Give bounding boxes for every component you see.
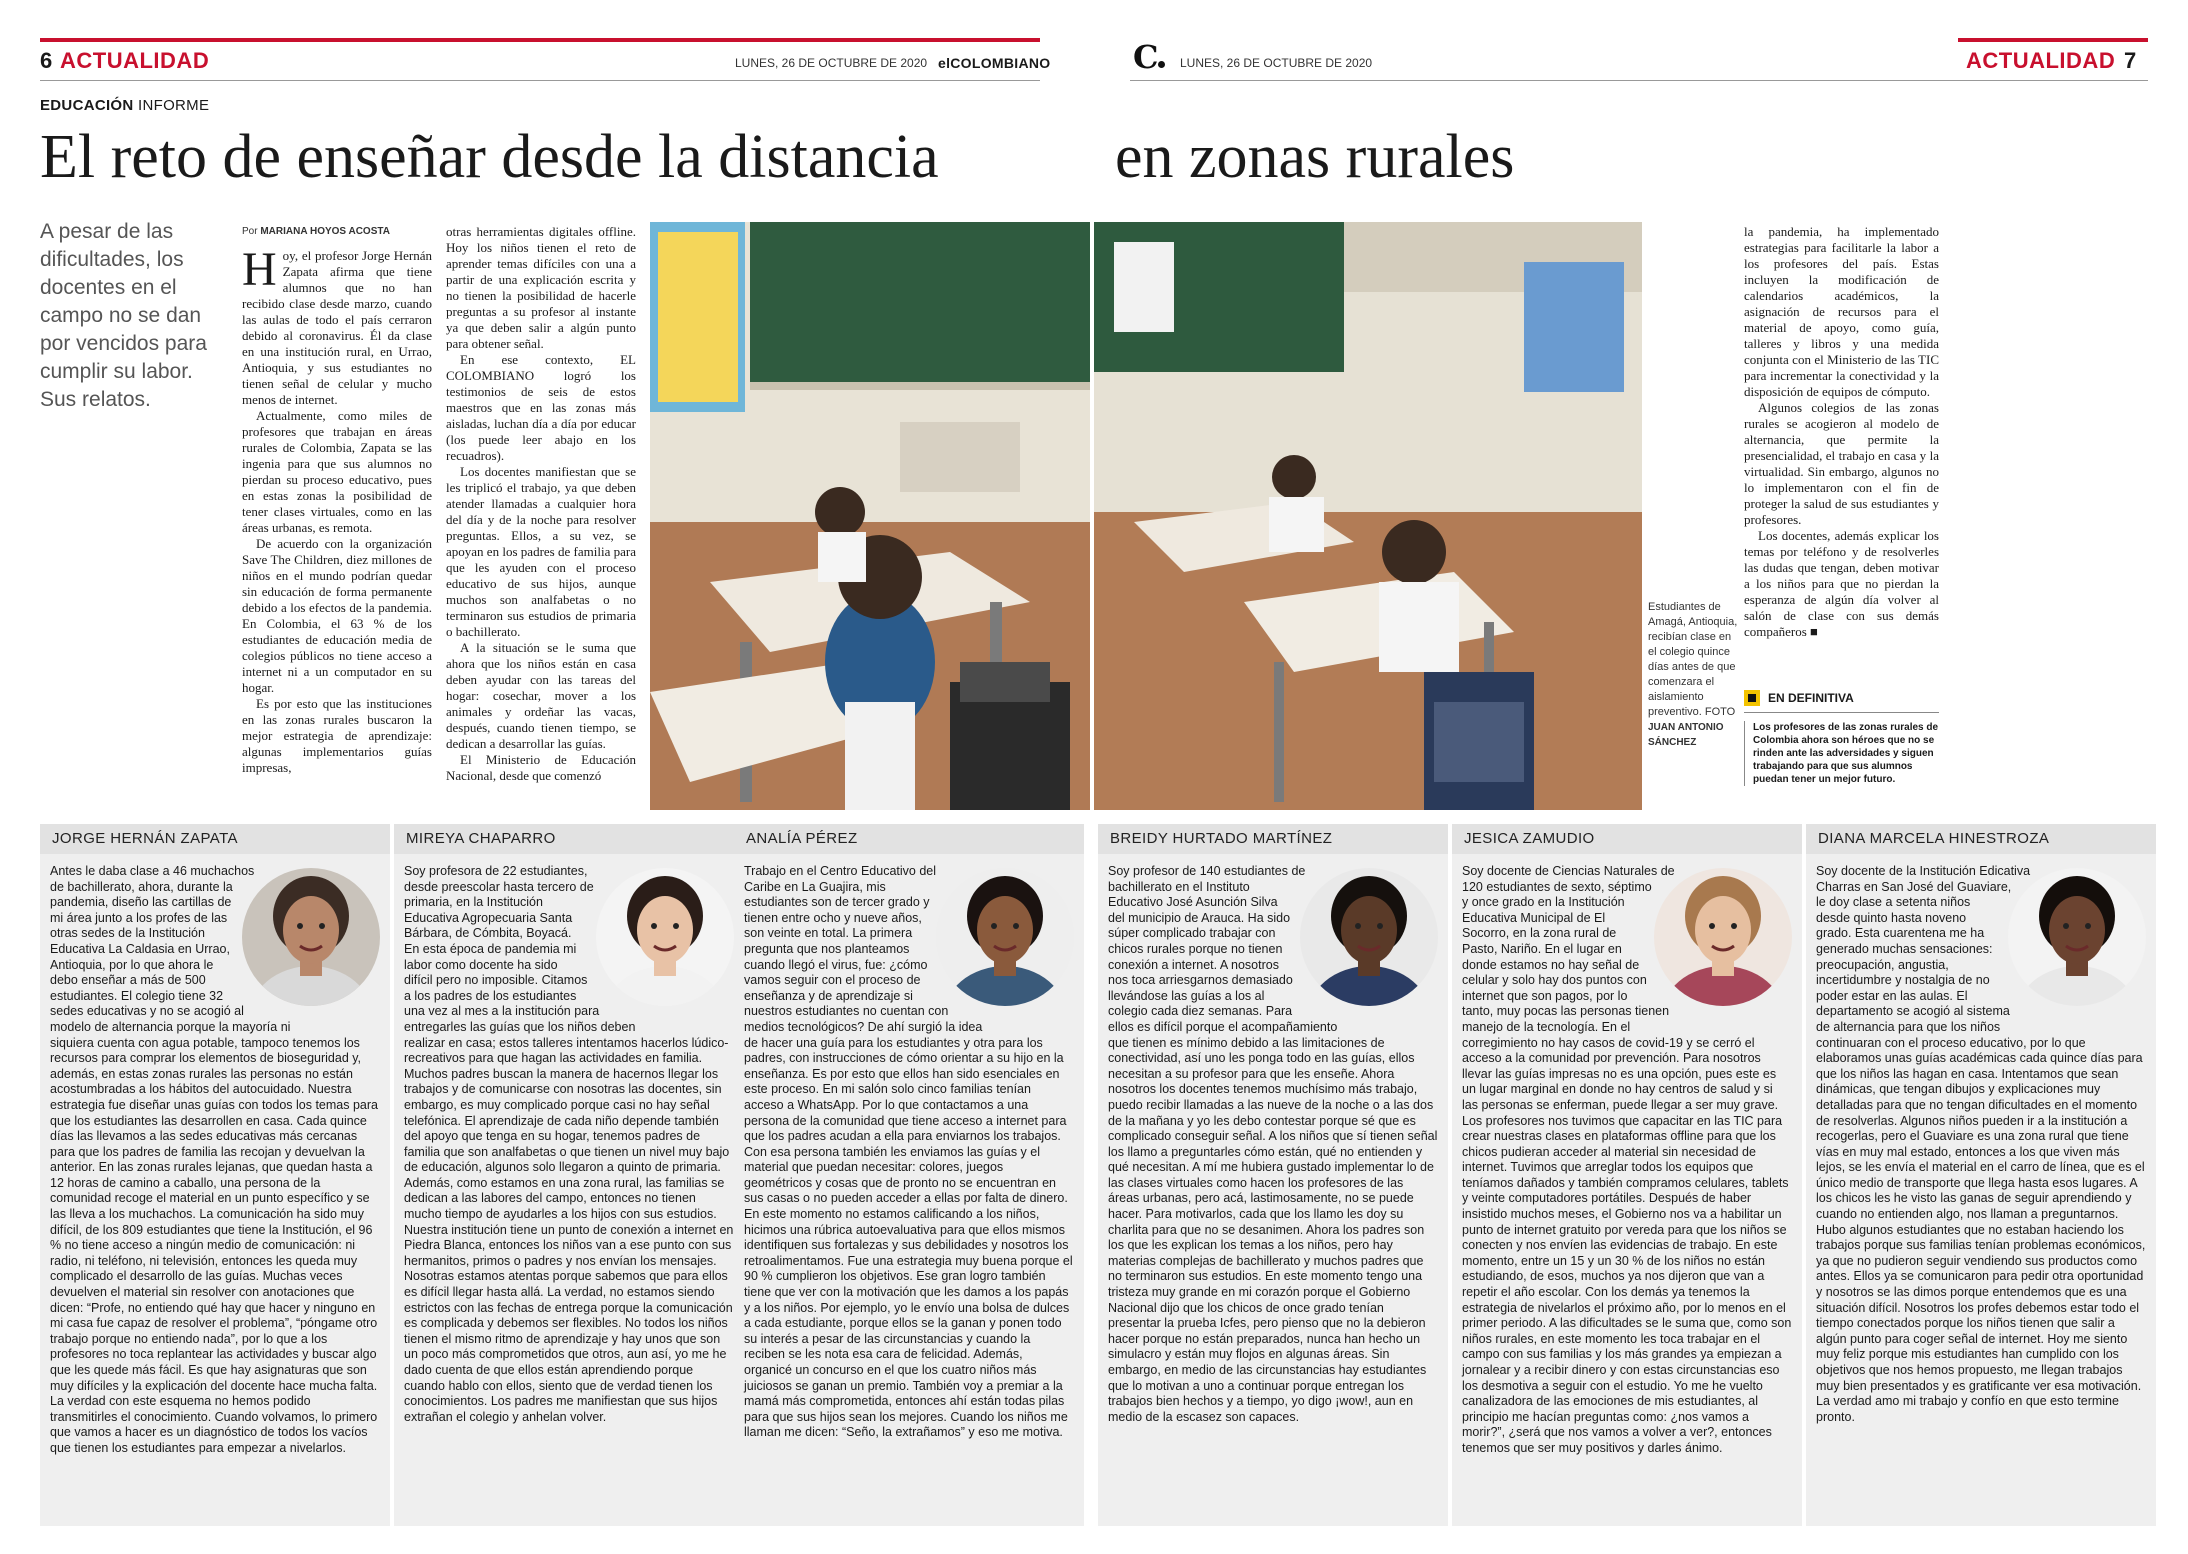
teacher-portrait-photo xyxy=(242,868,380,1018)
left-page-rule xyxy=(40,38,1040,42)
testimonial-name: BREIDY HURTADO MARTÍNEZ xyxy=(1098,824,1448,854)
photo-credit: JUAN ANTONIO SÁNCHEZ xyxy=(1648,722,1724,748)
article-paragraph: Algunos colegios de las zonas rurales se acogieron al modelo de alternancia, que permite la presencialidad, el trabajo en casa y la virtualidad. Sin embargo, algunos no lo implementaron con el fin de proteger la salud de sus estudiantes y profesores. xyxy=(1744,400,1939,527)
testimonial-card xyxy=(1098,824,1448,1526)
article-paragraph: El Ministerio de Educación Nacional, desde que comenzó xyxy=(446,752,636,783)
testimonial-text: Soy docente de Ciencias Naturales de 120 estudiantes de sexto, séptimo y once grado en la Institución Educativa Municipal de El Socorro, en la zona rural de Pasto, Nariño. En el lugar en donde estamos no hay señal de celular y solo hay dos puntos con internet que son pagos, por lo tanto, muy pocas las personas tienen manejo de la tecnología. En el corregimiento no hay casos de covid-19 y se cerró el acceso a la comunidad por prevención. Para nosotros llevar las guías impresas no es una opción, pues este es un lugar marginal en donde no hay centros de salud y si las personas se enferman, puede llegar a ser muy grave. Los profesores nos tuvimos que capacitar en las TIC para crear nuestras clases en plataformas offline para que los chicos pudieran acceder al material sin necesidad de internet. Tuvimos que arreglar todos los equipos que teníamos dañados y también compramos celulares, tablets y veinte computadores portátiles. Después de haber insistido muchos meses, el Gobierno nos va a habilitar un punto de internet gratuito por vereda para que los niños se conecten y nos envíen las evidencias de trabajo. En este momento, entre un 15 y un 30 % de los niños no están estudiando, de esos, muchos ya nos dijeron que van a repetir el año escolar. Con los demás ya tenemos la estrategia de nivelarlos el próximo año, por lo menos en el primer periodo. A las dificultades se le suma que, como son niños rurales, en este momento les toca trabajar en el campo con sus familias y los más grandes ya empiezan a jornalear y a recibir dinero y con estas circunstancias eso los desmotiva a seguir con el estudio. Yo me he vuelto canalizadora de las emociones de mis estudiantes, al principio me hacían preguntas como: ¿nos vamos a morir?”, ¿será que nos vamos a volver a ver?, entonces tenemos que ser muy positivos y darles ánimo. xyxy=(1462,864,1792,1455)
left-dateline: LUNES, 26 DE OCTUBRE DE 2020 xyxy=(735,56,928,70)
article-paragraph: Los docentes manifiestan que se les triplicó el trabajo, ya que deben atender llamadas a cualquier hora del día y de la noche para resolver preguntas. Ellos, a su vez, se apoyan en los padres de familia para que les ayuden con el proceso educativo de sus hijos, aunque muchos son analfabetas o no terminaron sus estudios de primaria o bachillerato. xyxy=(446,464,636,639)
article-paragraph: Los docentes, además explicar los temas por teléfono y de resolverles las dudas que tengan, deben motivar a los niños para que no pierdan la esperanza de algún día volver al salón de clase con sus demás compañeros ■ xyxy=(1744,528,1939,639)
testimonial-card xyxy=(1452,824,1802,1526)
testimonial-name: JESICA ZAMUDIO xyxy=(1452,824,1802,854)
testimonial-body xyxy=(1098,854,1448,1425)
headline-left: El reto de enseñar desde la distancia xyxy=(40,123,939,191)
testimonial-text: Soy docente de la Institución Edicativa Charras en San José del Guaviare, le doy clase a setenta niños desde quinto hasta noveno grado. Esta cuarentena me ha generado muchas sensaciones: preocupación, angustia, incertidumbre y nostalgia de no poder estar en las aulas. El departamento se acogió al sistema de alternancia para que los niños continuaran con el proceso educativo, por lo que elaboramos unas guías académicas cada quince días para que los niños las hagan en casa. Intentamos que sean dinámicas, que tengan dibujos y explicaciones muy detalladas para que no tengan dificultades en el momento de resolverlas. Algunos niños pueden ir a la institución a recogerlas, pero el Guaviare es una zona rural que tiene vías en muy mal estado, entonces a los que viven más lejos, se les envía el material en el carro de línea, que es el único medio de transporte que llega hasta esos lugares. A los chicos les he visto las ganas de seguir aprendiendo y cuando no entienden algo, nos llaman a preguntarnos. Hubo algunos estudiantes que no estaban haciendo los trabajos porque sus familias tenían problemas económicos, ya que no pudieron seguir vendiendo sus productos como antes. Ellos ya se comunicaron para pedir otra oportunidad y nosotros se las dimos porque entendemos que es una situación difícil. Nosotros los profes debemos estar todo el tiempo conectados porque los niños tienen que salir a algún punto para coger señal de internet. Hoy me siento muy feliz porque mis estudiantes han cumplido con los objetivos que nos hemos propuesto, me llegan trabajos muy bien presentados y es gratificante ver esa motivación. La verdad amo mi trabajo y confío en que esto termine pronto. xyxy=(1816,864,2146,1424)
teacher-portrait-photo xyxy=(936,868,1074,1018)
article-paragraph: De acuerdo con la organización Save The Children, diez millones de niños en el mundo podrían quedar sin educación de forma permanente debido a los efectos de la pandemia. En Colombia, el 63 % de los estudiantes de educación media de colegios públicos no tiene acceso a internet ni a un computador en su hogar. xyxy=(242,536,432,695)
article-paragraph: la pandemia, ha implementado estrategias para facilitarle la labor a los profesores del país. Estas incluyen la modificación de calendarios académicos, la asignación de recursos para el material de apoyo, como guía, talleres y libros y una medida conjunta con el Ministerio de las TIC para incrementar la conectividad y la disposición de equipos de cómputo. xyxy=(1744,224,1939,399)
article-column-1 xyxy=(242,248,432,808)
article-paragraph: A la situación se le suma que ahora que los niños están en casa deben ayudar con las tareas del hogar: cosechar, mover a los animales y ordeñar las vacas, después, cuando tienen tiempo, se dedican a desarrollar las guías. xyxy=(446,640,636,751)
teacher-portrait-photo xyxy=(1300,868,1438,1018)
article-column-2 xyxy=(446,224,636,808)
summary-square-icon xyxy=(1744,690,1760,706)
article-column-3 xyxy=(1744,224,1939,674)
teacher-portrait-photo xyxy=(1654,868,1792,1018)
left-section-label: ACTUALIDAD xyxy=(60,48,210,73)
testimonial-body xyxy=(40,854,390,1457)
classroom-photo-right xyxy=(1094,222,1642,810)
left-page-thin-rule xyxy=(40,80,1040,81)
summary-box xyxy=(1744,690,1939,786)
brand-c-logo-icon: C xyxy=(1133,40,1163,74)
testimonial-card xyxy=(734,824,1084,1526)
article-paragraph: Es por esto que las instituciones en las zonas rurales buscaron la mejor estrategia de aprendizaje: algunas implementarios guías impresas, xyxy=(242,696,432,775)
testimonial-body xyxy=(1806,854,2156,1425)
testimonial-body xyxy=(734,854,1084,1441)
summary-header xyxy=(1744,690,1939,713)
testimonial-text: Antes le daba clase a 46 muchachos de bachillerato, ahora, durante la pandemia, diseño las cartillas de mi área junto a los profes de las otras sedes de la Institución Educativa La Caldasia en Urrao, Antioquia, por lo que ahora le debo enseñar a más de 500 estudiantes. El colegio tiene 32 sedes educativas y no se acogió al modelo de alternancia porque la mayoría ni siquiera cuenta con agua potable, tampoco tenemos los recursos para comprar los elementos de bioseguridad y, además, en estas zonas rurales las personas no están acostumbradas a los hábitos del autocuidado. Nuestra estrategia fue diseñar unas guías con todos los temas para que los estudiantes las desarrollen en casa. Cada quince días las llevamos a las sedes educativas más cercanas para que los padres de familia las recojan y devuelvan la anterior. En las zonas rurales lejanas, que quedan hasta a 12 horas de camino a caballo, una persona de la comunidad recoge el material en un punto específico y se las lleva a los muchachos. La comunicación ha sido muy difícil, de los 809 estudiantes que tiene la Institución, el 96 % no tiene acceso a ningún medio de comunicación: ni radio, ni teléfono, ni televisión, entonces les queda muy complicado el desarrollo de las guías. Muchas veces devuelven el material sin resolver con anotaciones que dicen: “Profe, no entiendo qué hay que hacer y ninguno en mi casa fue capaz de resolver el problema”, “póngame otro trabajo porque no entiendo nada”, por lo que a los profesores no toca replantear las actividades y buscar algo que les quede más fácil. Es que hay asignaturas que son muy difíciles y la explicación del docente hace mucha falta. La verdad con este esquema no hemos podido transmitirles el conocimiento. Cuando volvamos, lo primero que vamos a hacer es un diagnóstico de todos los vacíos que tienen los estudiantes para empezar a nivelarlos. xyxy=(50,864,378,1455)
article-kicker: EDUCACIÓN INFORME xyxy=(40,97,210,114)
article-paragraph: En ese contexto, EL COLOMBIANO logró los testimonios de seis de estos maestros que en las zonas más aisladas, luchan día a día por educar (los puede leer abajo en los recuadros). xyxy=(446,352,636,463)
right-dateline: LUNES, 26 DE OCTUBRE DE 2020 xyxy=(1180,56,1373,70)
article-paragraph: Hoy, el profesor Jorge Hernán Zapata afirma que tiene alumnos que no han recibido clase desde marzo, cuando las aulas de todo el país cerraron debido al coronavirus. Él da clase en una institución rural, en Urrao, Antioquia, y sus estudiantes no tienen señal de celular y mucho menos de internet. xyxy=(242,248,432,407)
testimonial-body xyxy=(394,854,744,1425)
testimonial-card xyxy=(40,824,390,1526)
brand-logo-text: elCOLOMBIANO xyxy=(938,55,1051,71)
teacher-portrait-photo xyxy=(596,868,734,1018)
summary-text: Los profesores de las zonas rurales de Colombia ahora son héroes que no se rinden ante las adversidades y siguen trabajando para que sus alumnos puedan tener un mejor futuro. xyxy=(1744,721,1939,786)
drop-cap: H xyxy=(242,248,277,296)
right-page-thin-rule xyxy=(1130,80,2148,81)
testimonial-name: MIREYA CHAPARRO xyxy=(394,824,744,854)
testimonial-text: Trabajo en el Centro Educativo del Caribe en La Guajira, mis estudiantes son de tercer grado y tienen entre ocho y nueve años, son veinte en total. La primera pregunta que nos planteamos cuando llegó el virus, fue: ¿cómo vamos seguir con el proceso de enseñanza y de aprendizaje si nuestros estudiantes no cuentan con medios tecnológicos? De ahí surgió la idea de hacer una guía para los estudiantes y otra para los padres, con instrucciones de cómo orientar a su hijo en la enseñanza. Es por esto que ellos han sido esenciales en este proceso. En mi salón solo cinco familias tenían acceso a WhatsApp. Por lo que contactamos a una persona de la comunidad que tiene acceso a internet para que los padres acudan a ella para enviarnos los trabajos. Con esa persona también les enviamos las guías y el material que puedan necesitar: colores, juegos geométricos y cosas que de pronto no se encuentran en sus casas o no pueden acceder a ellas por falta de dinero. En este momento no estamos calificando a los niños, hicimos una rúbrica autoevaluativa para que ellos mismos identifiquen sus fortalezas y sus debilidades y nosotros los retroalimentamos. Fue una estrategia muy buena porque el 90 % cumplieron los objetivos. Ese gran logro también tiene que ver con la motivación que les damos a los papás y a los niños. Por ejemplo, yo le envío una bolsa de dulces a cada estudiante, porque ellos se la ganan y ponen todo su interés a pesar de las circunstancias y cuando la reciben se les nota esa cara de felicidad. Además, organicé un concurso en el que los cuatro niños más juiciosos se ganan un premio. También voy a premiar a la mamá más comprometida, entonces ahí están todas pilas para que sus hijos sean los mejores. Cuando los niños me llaman me dicen: “Seño, la extrañamos” y eso me motiva. xyxy=(744,864,1073,1440)
right-page-number: 7 xyxy=(2124,48,2137,73)
testimonial-body xyxy=(1452,854,1802,1457)
summary-title: EN DEFINITIVA xyxy=(1768,691,1854,705)
article-byline: Por MARIANA HOYOS ACOSTA xyxy=(242,226,390,237)
testimonial-name: DIANA MARCELA HINESTROZA xyxy=(1806,824,2156,854)
testimonial-name: JORGE HERNÁN ZAPATA xyxy=(40,824,390,854)
photo-caption: Estudiantes de Amagá, Antioquia, recibían clase en el colegio quince días antes de que comenzara el aislamiento preventivo. FOTO JUAN ANTONIO SÁNCHEZ xyxy=(1648,601,1738,748)
article-paragraph: otras herramientas digitales offline. Hoy los niños tienen el reto de aprender temas difíciles con una a partir de una explicación escrita y no tienen la posibilidad de hacerle preguntas a su profesor al instante ya que deben salir a algún punto para obtener señal. xyxy=(446,224,636,351)
testimonial-card xyxy=(1806,824,2156,1526)
teacher-portrait-photo xyxy=(2008,868,2146,1018)
testimonial-text: Soy profesora de 22 estudiantes, desde preescolar hasta tercero de primaria, en la Institución Educativa Agropecuaria Santa Bárbara, de Cómbita, Boyacá. En esta época de pandemia mi labor como docente ha sido difícil pero no imposible. Citamos a los padres de los estudiantes una vez al mes a la institución para entregarles las guías que los niños deben realizar en casa; estos talleres intentamos hacerlos lúdico-recreativos para que hagan las actividades en familia. Muchos padres buscan la manera de hacernos llegar los trabajos y de comunicarse con nosotras las docentes, sin embargo, es muy complicado porque casi no hay señal telefónica. El aprendizaje de cada niño depende también del apoyo que tenga en su hogar, tenemos padres de familia que son analfabetas o que tienen un nivel muy bajo de educación, algunos solo llegaron a quinto de primaria. Además, como estamos en una zona rural, las familias se dedican a las labores del campo, entonces no tienen mucho tiempo de ayudarles a los hijos con sus estudios. Nuestra institución tiene un punto de conexión a internet en Piedra Blanca, entonces los niños van a ese punto con sus hermanitos, primos o padres y nos envían los mensajes. Nosotras estamos atentas porque sabemos que para ellos es difícil llegar hasta allá. La verdad, no estamos siendo estrictos con las fechas de entrega porque la comunicación es complicada y debemos ser flexibles. No todos los niños tienen el mismo ritmo de aprendizaje y hay unos que son un poco más comprometidos que otros, aun así, yo me he dado cuenta de que ellos están aprendiendo porque cuando hablo con ellos, siento que de verdad tienen los conocimientos. Los padres me manifiestan que sus hijos extrañan el colegio y anhelan volver. xyxy=(404,864,734,1424)
right-section-label: ACTUALIDAD xyxy=(1966,48,2116,73)
article-deck: A pesar de las dificultades, los docentes en el campo no se dan por vencidos para cumplir su labor. Sus relatos. xyxy=(40,220,207,411)
testimonial-name: ANALÍA PÉREZ xyxy=(734,824,1084,854)
article-paragraph: Actualmente, como miles de profesores que trabajan en áreas rurales de Colombia, Zapata se las ingenia para que sus alumnos no pierdan su proceso educativo, pues en estas zonas la posibilidad de tener clases virtuales, como en las áreas urbanas, es remota. xyxy=(242,408,432,535)
testimonial-text: Soy profesor de 140 estudiantes de bachillerato en el Instituto Educativo José Asunción Silva del municipio de Arauca. Ha sido súper complicado trabajar con chicos rurales porque no tienen conexión a internet. A nosotros nos toca arriesgarnos demasiado llevándose las guías a los al colegio cada diez semanas. Para ellos es difícil porque el acompañamiento que tienen es mínimo debido a las limitaciones de conectividad, así uno les ponga todo en las guías, ellos necesitan a su profesor para que les enseñe. Ahora nosotros los docentes tenemos muchísimo más trabajo, puedo recibir llamadas a las nueve de la noche o a las dos de la mañana y yo les debo contestar porque sé que es complicado conseguir señal. A los niños que sí tienen señal los llamo a preguntarles cómo están, qué no entienden y qué necesitan. A mí me hubiera gustado implementar lo de las clases virtuales como hacen los profesores de las áreas urbanas, pero acá, lastimosamente, no se puede hacer. Para motivarlos, cada que los llamo les doy su charlita para que no se desanimen. Ahora los padres son los que les explican los temas a los niños, pero hay materias complejas de bachillerato y muchos padres que no terminaron sus estudios. En este momento tengo una tristeza muy grande en mi corazón porque el Gobierno Nacional dijo que los chicos de once grado tenían presentar la prueba Icfes, pero pienso que no la debieron hacer porque no están preparados, nunca han hecho un simulacro y están muy flojos en algunas áreas. Sin embargo, en medio de las circunstancias hay estudiantes que lo motivan a uno a continuar porque entregan los trabajos bien hechos y a tiempo, yo digo ¡wow!, aun en medio de la escasez son capaces. xyxy=(1108,864,1438,1424)
left-page-number: 6 xyxy=(40,48,53,73)
headline-right: en zonas rurales xyxy=(1115,123,1515,191)
classroom-photo-left xyxy=(650,222,1090,810)
right-page-rule xyxy=(1958,38,2148,42)
testimonial-card xyxy=(394,824,744,1526)
